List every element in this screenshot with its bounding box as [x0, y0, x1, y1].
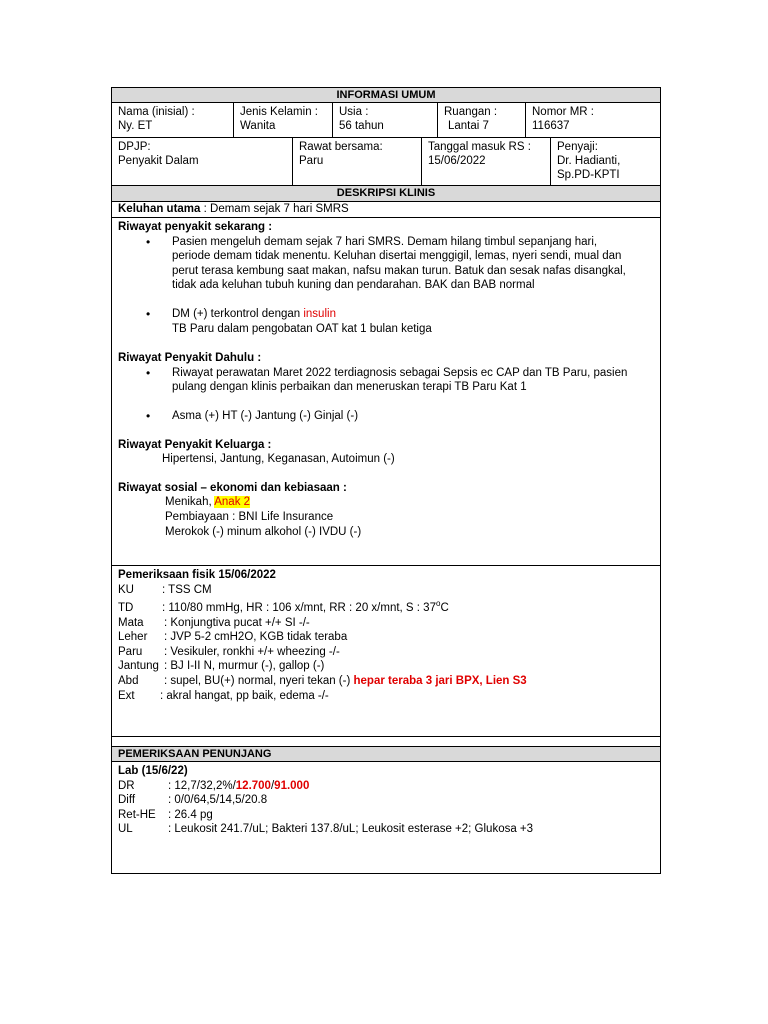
rpd-title: Riwayat Penyakit Dahulu : [118, 352, 262, 365]
fisik-row-paru [118, 645, 654, 660]
jenis-kelamin-cell [234, 103, 333, 137]
fisik-value: : Vesikuler, ronkhi +/+ wheezing -/- [164, 645, 340, 658]
fisik-value: : Konjungtiva pucat +/+ SI -/- [164, 616, 310, 629]
fisik-key: TD [118, 602, 134, 615]
penyaji-value-line1: Dr. Hadianti, [557, 155, 621, 167]
ruangan-value: Lantai 7 [448, 120, 489, 132]
temp-unit: C [440, 602, 449, 615]
rawat-bersama-cell [293, 138, 422, 185]
abd-red-finding: hepar teraba 3 jari BPX, Lien S3 [353, 674, 527, 687]
nama-cell [112, 103, 234, 137]
penunjang-header: PEMERIKSAAN PENUNJANG [111, 746, 661, 762]
fisik-value: : akral hangat, pp baik, edema -/- [160, 689, 329, 702]
lab-dr-value: : 12,7/32,2%/ [168, 779, 236, 792]
nomor-mr-value: 116637 [532, 120, 570, 132]
rps-dm-text: DM (+) terkontrol dengan [172, 307, 304, 320]
sosial-anak-highlight: Anak 2 [214, 496, 251, 509]
fisik-row-ku [118, 583, 654, 598]
tanggal-masuk-value: 15/06/2022 [428, 155, 486, 167]
usia-label: Usia : [339, 106, 369, 118]
medical-case-form [111, 87, 661, 874]
fisik-value: : supel, BU(+) normal, nyeri tekan (-) [164, 674, 354, 687]
ruangan-label: Ruangan : [444, 106, 498, 118]
rps-tb-paru-text: TB Paru dalam pengobatan OAT kat 1 bulan ketiga [172, 322, 432, 335]
fisik-key: Paru [118, 645, 143, 658]
lab-key: Diff [118, 794, 136, 807]
fisik-row-ext [118, 689, 654, 704]
jenis-kelamin-label: Jenis Kelamin : [240, 106, 318, 118]
fisik-key: Leher [118, 631, 148, 644]
keluhan-utama-label: Keluhan utama [118, 203, 201, 215]
lab-dr-sep: / [270, 779, 275, 792]
keluhan-utama-row [111, 202, 661, 218]
tanggal-masuk-cell [422, 138, 551, 185]
lab-ul-value: : Leukosit 241.7/uL; Bakteri 137.8/uL; Leukosit esterase +2; Glukosa +3 [168, 823, 534, 836]
jenis-kelamin-value: Wanita [240, 120, 276, 132]
rpd-bullet-2: • Asma (+) HT (-) Jantung (-) Ginjal (-) [118, 409, 654, 424]
sosial-menikah: Menikah, [165, 496, 215, 509]
fisik-value: : JVP 5-2 cmH2O, KGB tidak teraba [164, 631, 348, 644]
lab-diff-value: : 0/0/64,5/14,5/20.8 [168, 794, 268, 807]
lab-title: Lab (15/6/22) [118, 765, 188, 777]
degree-superscript: o [435, 599, 441, 609]
penyaji-value-line2: Sp.PD-KPTI [557, 169, 620, 181]
tanggal-masuk-label: Tanggal masuk RS : [428, 141, 531, 153]
rpd-bullet-1: • Riwayat perawatan Maret 2022 terdiagnosis sebagai Sepsis ec CAP dan TB Paru, pasien pulang dengan klinis perbaikan dan meneruskan terapi TB Paru Kat 1 [118, 366, 654, 395]
fisik-row-abd [118, 674, 654, 689]
sosial-line-2: Pembiayaan : BNI Life Insurance [165, 510, 334, 523]
rps-insulin-text: insulin [303, 307, 336, 320]
rawat-bersama-label: Rawat bersama: [299, 141, 383, 153]
fisik-value: : BJ I-II N, murmur (-), gallop (-) [164, 660, 325, 673]
dpjp-row [111, 138, 661, 186]
lab-ret-value: : 26.4 pg [168, 808, 213, 821]
penyaji-cell [551, 138, 660, 185]
fisik-value: : TSS CM [162, 583, 212, 596]
nomor-mr-label: Nomor MR : [532, 106, 594, 118]
pemeriksaan-fisik-section [111, 566, 661, 737]
penunjang-section [111, 762, 661, 874]
fisik-row-leher [118, 630, 654, 645]
usia-cell [333, 103, 438, 137]
sosial-line-3: Merokok (-) minum alkohol (-) IVDU (-) [165, 525, 362, 538]
fisik-row-mata [118, 616, 654, 631]
fisik-key: Mata [118, 616, 144, 629]
fisik-row-jantung [118, 659, 654, 674]
deskripsi-klinis-header: DESKRIPSI KLINIS [111, 186, 661, 202]
informasi-umum-header: INFORMASI UMUM [111, 87, 661, 103]
rps-bullet-1: • Pasien mengeluh demam sejak 7 hari SMRS. Demam hilang timbul sepanjang hari, periode demam tidak menentu. Keluhan disertai menggigil, lemas, nyeri sendi, mual dan perut terasa kembung saat makan, nafsu makan turun. Batuk dan sesak nafas disangkal, tidak ada keluhan tubuh kuning dan pendarahan. BAK dan BAB normal [118, 235, 654, 293]
fisik-key: Ext [118, 689, 135, 702]
ruangan-cell [438, 103, 526, 137]
lab-row-ul [118, 822, 654, 837]
fisik-key: Abd [118, 674, 139, 687]
lab-row-diff [118, 793, 654, 808]
penyaji-label: Penyaji: [557, 141, 598, 153]
sosial-line-1 [118, 495, 654, 510]
lab-key: DR [118, 779, 135, 792]
rps-bullet-2 [118, 307, 654, 322]
usia-value: 56 tahun [339, 120, 384, 132]
lab-key: Ret-HE [118, 808, 156, 821]
lab-dr-trombosit: 91.000 [274, 779, 310, 792]
sosial-title: Riwayat sosial – ekonomi dan kebiasaan : [118, 481, 347, 494]
fisik-key: KU [118, 583, 134, 596]
fisik-value: : 110/80 mmHg, HR : 106 x/mnt, RR : 20 x/mnt, S : 37 [162, 602, 436, 615]
rps-title: Riwayat penyakit sekarang : [118, 221, 273, 233]
fisik-row-td [118, 597, 654, 615]
identity-row [111, 103, 661, 138]
lab-dr-leukosit: 12.700 [235, 779, 271, 792]
rpk-value: Hipertensi, Jantung, Keganasan, Autoimun (-) [162, 453, 395, 466]
dpjp-value: Penyakit Dalam [118, 155, 199, 167]
nama-label: Nama (inisial) : [118, 106, 195, 118]
fisik-title: Pemeriksaan fisik 15/06/2022 [118, 569, 276, 581]
nomor-mr-cell [526, 103, 660, 137]
lab-row-ret-he [118, 808, 654, 823]
rawat-bersama-value: Paru [299, 155, 324, 167]
lab-row-dr [118, 779, 654, 794]
rpk-title: Riwayat Penyakit Keluarga : [118, 438, 272, 451]
riwayat-section [111, 218, 661, 566]
fisik-key: Jantung [118, 660, 159, 673]
keluhan-utama-value: : Demam sejak 7 hari SMRS [200, 203, 349, 215]
nama-value: Ny. ET [118, 120, 153, 132]
lab-key: UL [118, 823, 133, 836]
dpjp-cell [112, 138, 293, 185]
dpjp-label: DPJP: [118, 141, 151, 153]
